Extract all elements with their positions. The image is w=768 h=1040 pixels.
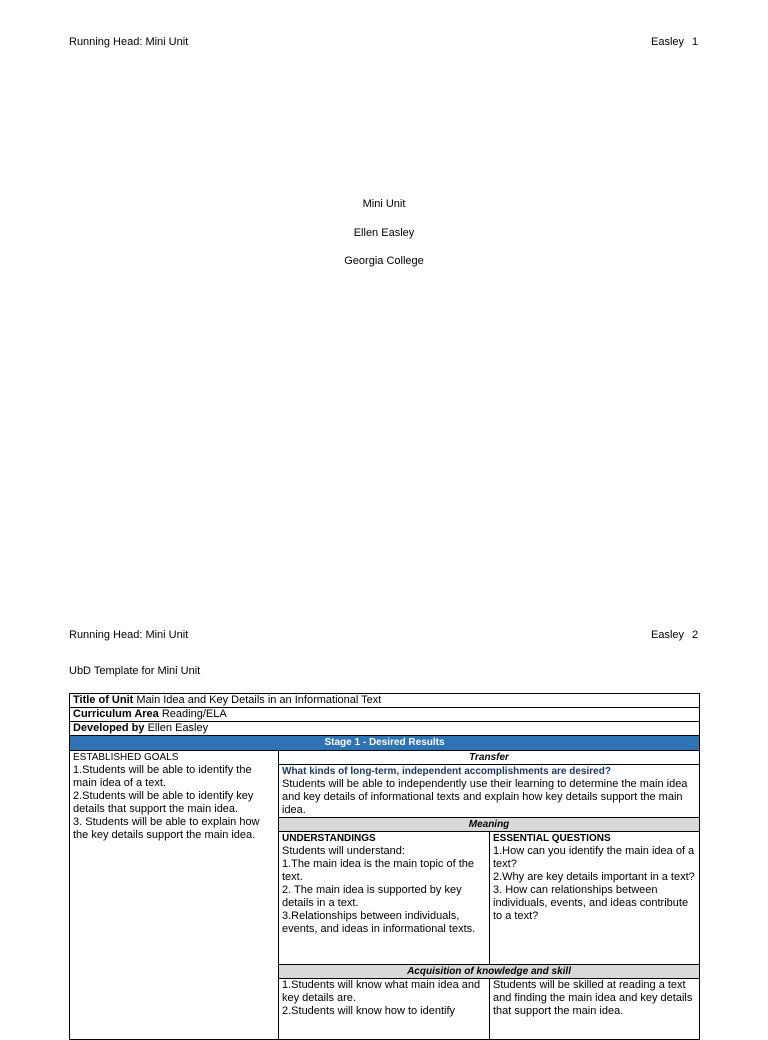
developer-row	[70, 722, 700, 736]
curriculum-value: Reading/ELA	[158, 708, 227, 720]
developer-cell	[70, 722, 700, 736]
title-value: Main Idea and Key Details in an Informational Text	[133, 694, 382, 706]
acquisition-header: Acquisition of knowledge and skill	[279, 965, 700, 979]
ubd-template-table	[69, 693, 700, 1040]
stage1-header: Stage 1 - Desired Results	[70, 736, 700, 751]
essential-questions-header: ESSENTIAL QUESTIONS	[493, 833, 611, 844]
curriculum-row	[70, 708, 700, 722]
curriculum-label: Curriculum Area	[73, 708, 159, 720]
transfer-cell	[279, 765, 700, 818]
essential-questions-cell	[490, 832, 700, 965]
title-row	[70, 694, 700, 708]
curriculum-cell	[70, 708, 700, 722]
template-heading: UbD Template for Mini Unit	[69, 665, 201, 677]
goals-text: 1.Students will be able to identify the main idea of a text. 2.Students will be able to identify key details that support the main idea. 3. Students will be able to explain how the key details support the main idea.	[73, 764, 260, 841]
understandings-header: UNDERSTANDINGS	[282, 833, 376, 844]
knowledge-cell	[279, 979, 490, 1040]
understandings-text: Students will understand: 1.The main idea is the main topic of the text. 2. The main idea is supported by key details in a text. 3.Relationships between individuals, events, and ideas in informational texts.	[282, 845, 476, 935]
transfer-row	[70, 751, 700, 765]
knowledge-text: 1.Students will know what main idea and key details are. 2.Students will know how to identify	[282, 979, 481, 1017]
understandings-cell	[279, 832, 490, 965]
skill-cell	[490, 979, 700, 1040]
author-name: Ellen Easley	[353, 227, 415, 239]
transfer-header: Transfer	[279, 751, 700, 765]
running-head: Running Head: Mini Unit	[69, 629, 189, 641]
page-label: Easley	[651, 36, 685, 48]
goals-header: ESTABLISHED GOALS	[73, 752, 179, 763]
title-label: Title of Unit	[73, 694, 134, 706]
page-number: 1	[692, 36, 699, 48]
developer-label: Developed by	[73, 722, 145, 734]
page-number: 2	[692, 629, 699, 641]
transfer-text: Students will be able to independently use their learning to determine the main idea and key details of informational texts and explain how key details support the main idea.	[282, 778, 688, 816]
developer-value: Ellen Easley	[144, 722, 209, 734]
page-label: Easley	[651, 629, 685, 641]
stage1-row	[70, 736, 700, 751]
transfer-question: What kinds of long-term, independent accomplishments are desired?	[282, 766, 611, 777]
meaning-header: Meaning	[279, 818, 700, 832]
goals-cell	[70, 751, 279, 1040]
skill-text: Students will be skilled at reading a text and finding the main idea and key details that support the main idea.	[493, 979, 693, 1017]
institution-name: Georgia College	[344, 255, 424, 267]
essential-questions-text: 1.How can you identify the main idea of a text? 2.Why are key details important in a text? 3. How can relationships between individuals, events, and ideas contribute to a text?	[493, 845, 695, 922]
document-title: Mini Unit	[362, 198, 406, 210]
running-head: Running Head: Mini Unit	[69, 36, 189, 48]
title-cell	[70, 694, 700, 708]
